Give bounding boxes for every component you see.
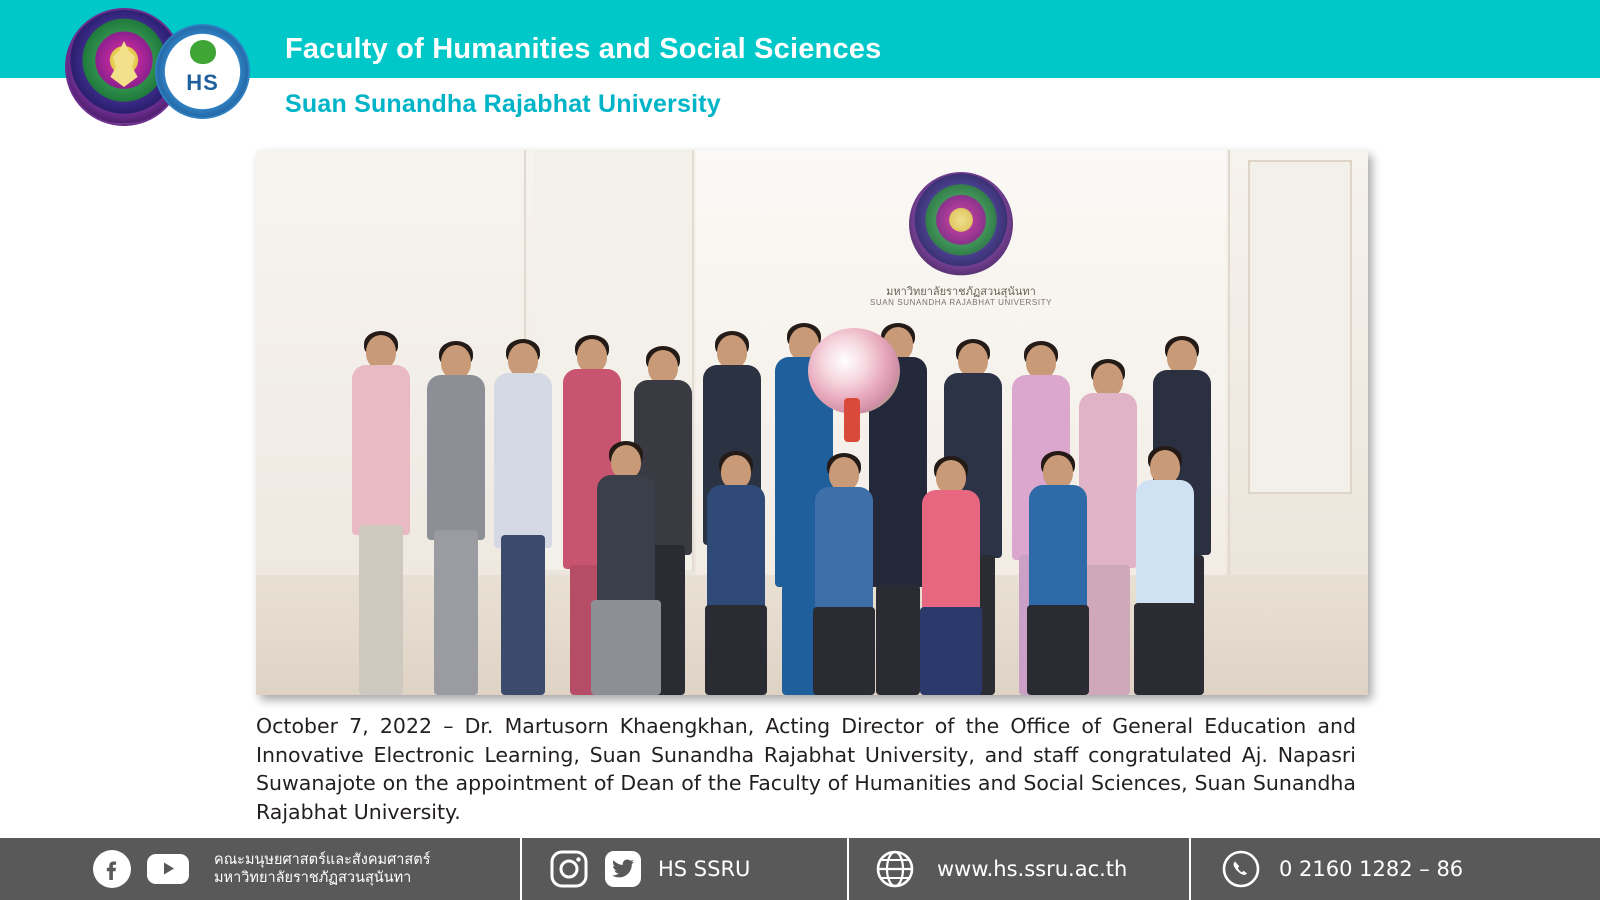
head — [611, 445, 641, 479]
head — [441, 345, 471, 379]
page-title: Faculty of Humanities and Social Sciences — [285, 33, 882, 65]
person-figure — [488, 343, 558, 695]
leaf-icon — [190, 40, 216, 64]
person-figure — [586, 445, 666, 695]
youtube-icon[interactable] — [146, 852, 190, 886]
phone-number: 0 2160 1282 – 86 — [1279, 857, 1464, 881]
social-handle: HS SSRU — [658, 857, 751, 881]
head — [366, 335, 396, 369]
facebook-icon[interactable] — [92, 849, 132, 889]
head — [717, 335, 747, 369]
hs-faculty-logo-icon — [155, 24, 250, 119]
head — [1026, 345, 1056, 379]
globe-icon — [875, 849, 915, 889]
head — [577, 339, 607, 373]
person-figure — [804, 457, 884, 695]
person-figure — [1124, 450, 1206, 695]
person-figure — [346, 335, 416, 695]
torso — [427, 375, 485, 540]
backdrop-emblem-icon — [909, 172, 1013, 276]
person-figure — [421, 345, 491, 695]
torso — [1029, 485, 1087, 610]
footer-handle-cell — [522, 838, 847, 900]
head — [1150, 450, 1180, 484]
legs — [434, 530, 478, 695]
phone-icon — [1221, 849, 1261, 889]
torso — [707, 485, 765, 610]
logo-group — [60, 6, 275, 128]
bouquet-ribbon — [844, 398, 860, 442]
legs — [813, 607, 875, 695]
torso — [352, 365, 410, 535]
head — [936, 460, 966, 494]
page-subtitle: Suan Sunandha Rajabhat University — [285, 90, 721, 118]
head — [829, 457, 859, 491]
website-url[interactable]: www.hs.ssru.ac.th — [937, 857, 1128, 881]
backdrop-emblem-english: SUAN SUNANDHA RAJABHAT UNIVERSITY — [869, 298, 1053, 307]
twitter-icon[interactable] — [604, 850, 642, 888]
footer-bar — [0, 838, 1600, 900]
photo-caption: October 7, 2022 – Dr. Martusorn Khaengkhan, Acting Director of the Office of General Education and Innovative Electronic Learning, Suan Sunandha Rajabhat University, and staff congratulated Aj. Napasri Suwanajote on the appointment of Dean of the Faculty of Humanities and Social Sciences, Suan Sunandha Rajabhat University. — [256, 714, 1356, 824]
photo-scene — [256, 150, 1368, 695]
legs — [501, 535, 545, 695]
faculty-name-line1: คณะมนุษยศาสตร์และสังคมศาสตร์ — [214, 852, 431, 868]
backdrop-emblem-thai: มหาวิทยาลัยราชภัฏสวนสุนันทา — [886, 286, 1036, 298]
footer-phone-cell — [1191, 838, 1600, 900]
legs — [359, 525, 403, 695]
instagram-icon[interactable] — [550, 850, 588, 888]
head — [721, 455, 751, 489]
torso — [494, 373, 552, 548]
head — [1167, 340, 1197, 374]
head — [1043, 455, 1073, 489]
legs — [1027, 605, 1089, 695]
footer-website-cell — [849, 838, 1189, 900]
head — [508, 343, 538, 377]
legs — [920, 607, 982, 695]
faculty-name-line2: มหาวิทยาลัยราชภัฏสวนสุนันทา — [214, 870, 412, 886]
event-photo — [256, 150, 1368, 695]
head — [648, 350, 678, 384]
torso — [815, 487, 873, 612]
person-figure — [696, 455, 776, 695]
person-figure — [1018, 455, 1098, 695]
legs — [1134, 603, 1196, 695]
head — [1093, 363, 1123, 397]
footer-social-cell — [0, 838, 520, 900]
legs — [705, 605, 767, 695]
footer-faculty-name — [214, 851, 430, 887]
legs — [591, 600, 661, 695]
person-figure — [911, 460, 991, 695]
head — [958, 343, 988, 377]
torso — [597, 475, 655, 605]
torso — [1136, 480, 1194, 610]
torso — [922, 490, 980, 610]
